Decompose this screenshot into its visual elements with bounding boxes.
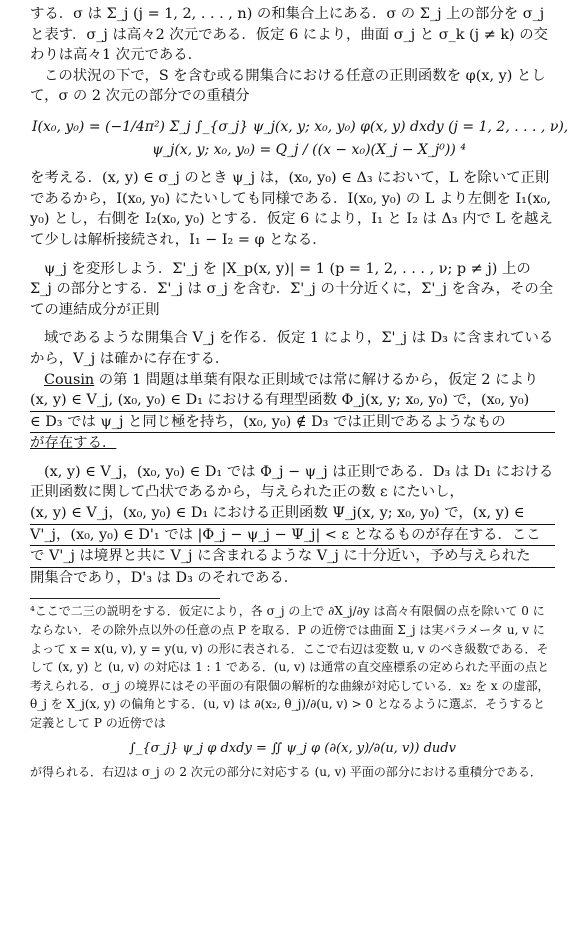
paragraph-cousin [30, 370, 555, 391]
paragraph-situation: この状況の下で，S を含む或る開集合における任意の正則函数を φ(x, y) として，σ の 2 次元の部分での重積分 [30, 67, 546, 105]
paragraph-consider: を考える．(x, y) ∈ σ_j のとき ψ_j は，(x₀, y₀) ∈ Δ₃ において，L を除いて正則であるから，I(x₀, y₀) にたいしても同様である．I(x₀, y₀) の L より左側を I₁(x₀, y₀) とし，右側を I₂(x₀, y₀) とする．仮定 6 により，I₁ と I₂ は Δ₃ 内で L を越えて少しは解析接続され，I₁ − I₂ = φ となる． [30, 170, 553, 248]
underlined-line-1: (x, y) ∈ V_j, (x₀, y₀) ∈ D₁ における有理型函数 Φ_j(x, y; x₀, y₀) で，(x₀, y₀) [30, 390, 555, 412]
footnote-equation: ∫_{σ_j} ψ_j φ dxdy = ∬ ψ_j φ (∂(x, y)/∂(u, v)) dudv [129, 740, 456, 756]
paragraph-domain: 域であるような開集合 V_j を作る．仮定 1 により，Σ'_j は D₃ に含まれているから，V_j は確かに存在する． [30, 330, 554, 367]
underlined-line-5: V'_j，(x₀, y₀) ∈ D'₁ では |Φ_j − ψ_j − Ψ_j| < ε となるものが存在する．ここ [30, 525, 555, 547]
footnote-text: ⁴ここで二三の説明をする．仮定により，各 σ_j の上で ∂X_j/∂y は高々有限個の点を除いて 0 にならない．その除外点以外の任意の点 P を取る．P の近傍では曲面 Σ_j は実パラメータ u, v によって x = x(u, v), y = y(u, v) の形に表される．ここで右辺は変数 u, v のべき級数である．そして (x, y) と (u, v) の対応は 1 : 1 である．(u, v) は通常の直交座標系の定められた平面の点と考えられる．σ_j の境界にはその平面の有限個の解析的な曲線が対応している．x₂ を x の虚部，θ_j を X_j(x, y) の偏角とする．(u, v) は ∂(x₂, θ_j)/∂(u, v) > 0 となるように選ぶ．そうすると定義として P の近傍では [30, 604, 550, 730]
underlined-line-2: ∈ D₃ では ψ_j と同じ極を持ち，(x₀, y₀) ∉ D₃ では正則であるようなもの [30, 412, 555, 434]
underlined-line-3: が存在する． [30, 435, 117, 452]
equation-integral: I(x₀, y₀) = (−1/4π²) Σ_j ∫_{σ_j} ψ_j(x, y; x₀, y₀) φ(x, y) dxdy (j = 1, 2, . . . , ν), [32, 118, 569, 135]
footnote-text-end: が得られる．右辺は σ_j の 2 次元の部分に対応する (u, v) 平面の部分における重積分である． [30, 765, 542, 780]
cousin-rest: の第 1 問題は単葉有限な正則域では常に解けるから，仮定 2 により [94, 371, 539, 388]
paragraph-last-a: (x, y) ∈ V_j，(x₀, y₀) ∈ D₁ では Φ_j − ψ_j は正則である．D₃ は D₁ における正則函数に関して凸状であるから，与えられた正の数 ε にたいし， [30, 463, 554, 501]
paragraph-last-b: 開集合であり，D'₃ は D₃ のそれである． [30, 569, 299, 586]
paragraph-intro: する．σ は Σ_j (j = 1, 2, . . . , n) の和集合上にある．σ の Σ_j 上の部分を σ_j と表す．σ_j は高々2 次元である．仮定 6 により，曲面 σ_j と σ_k (j ≠ k) の交わりは高々1 次元である． [30, 6, 549, 64]
footnote-rule [30, 598, 220, 599]
document-page [30, 4, 569, 782]
paragraph-deform: ψ_j を変形しよう．Σ'_j を |X_p(x, y)| = 1 (p = 1, 2, . . . , ν; p ≠ j) 上の Σ_j の部分とする．Σ'_j は σ_j を含む．Σ'_j の十分近くに，Σ'_j を含み，その全ての連結成分が正則 [30, 260, 554, 318]
underlined-line-4: (x, y) ∈ V_j，(x₀, y₀) ∈ D₁ における正則函数 Ψ_j(x, y; x₀, y₀) で，(x, y) ∈ [30, 503, 555, 525]
equation-psi: ψ_j(x, y; x₀, y₀) = Q_j / ((x − x₀)(X_j − X_j⁰)) ⁴ [152, 141, 466, 158]
underlined-line-6: で V'_j は境界と共に V_j に含まれるような V_j に十分近い，予め与えられた [30, 546, 555, 568]
cousin-link[interactable]: Cousin [44, 371, 95, 388]
